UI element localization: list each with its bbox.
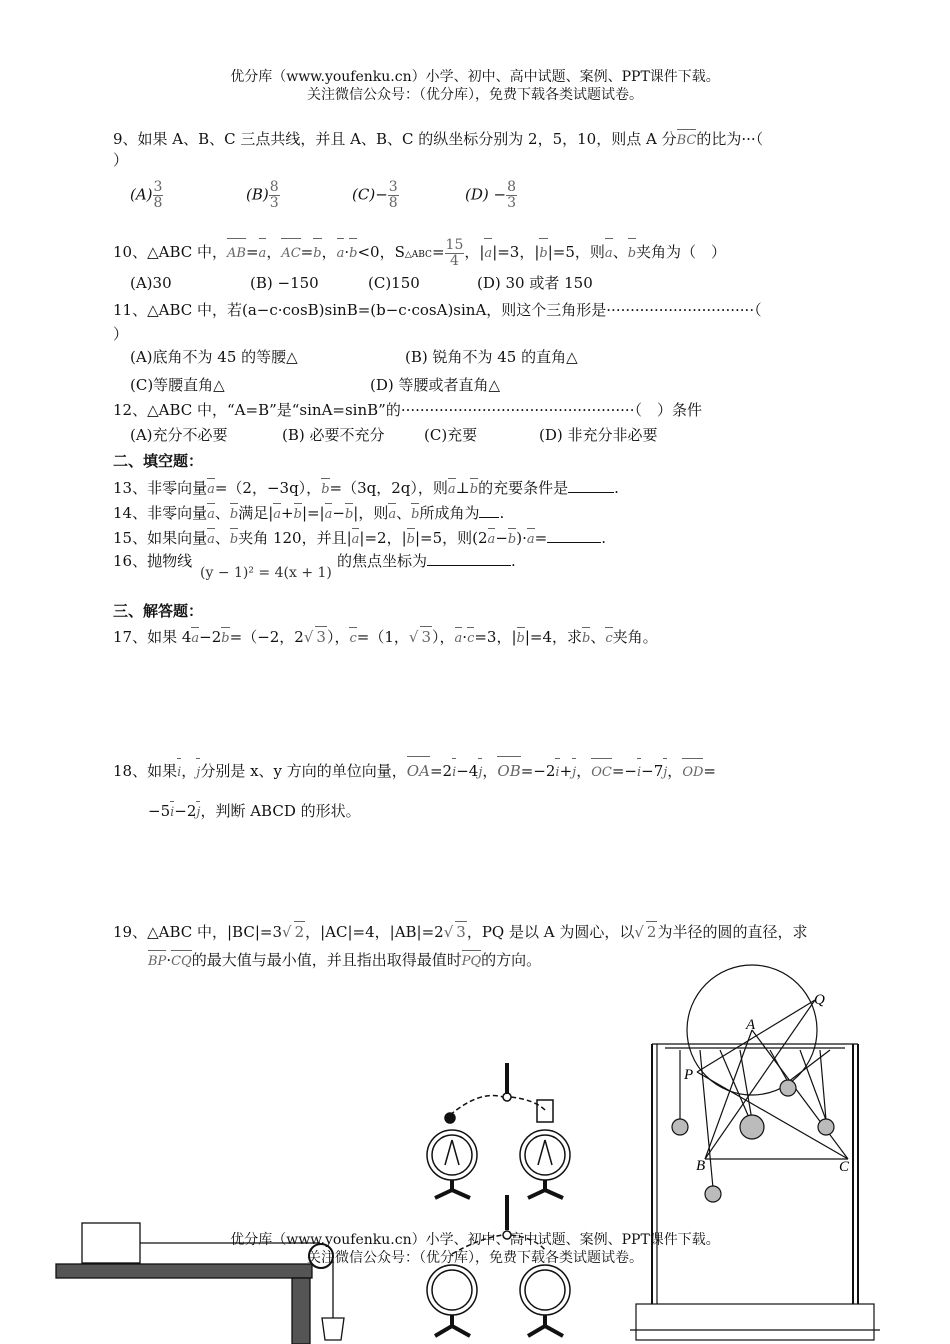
q10-option-d: (D) 30 或者 150 [477,274,593,292]
q12-option-d: (D) 非充分非必要 [539,426,658,444]
q11-option-b: (B) 锐角不为 45 的直角△ [405,348,578,366]
q10-option-c: (C)150 [368,274,420,292]
q11-option-d: (D) 等腰或者直角△ [370,376,501,394]
q10-stem: 10、△ABC 中，AB=a，AC=b，a·b<0，S△ABC= $\frac{15}{4}$ ，|a|=3，|b|=5，则a、b夹角为（ ） [113,234,726,269]
q9-stem: 9、如果 A、B、C 三点共线，并且 A、B、C 的纵坐标分别为 2，5，10，则点 A 分BC的比为···（ [113,125,763,151]
q12-option-c: (C)充要 [424,426,478,444]
label-q: Q [814,992,825,1008]
q17: 17、如果 4a−2b=（−2，2√ 3），c=（1，√ 3），a·c=3，|b|=4，求b、c夹角。 [113,623,658,649]
q11-stem: 11、△ABC 中，若(a−c·cosB)sinB=(b−c·cosA)sinA，则这个三角形是·······························（ [113,301,762,319]
q11-close: ） [113,325,129,343]
q12-stem: 12、△ABC 中，“A=B”是“sinA=sinB”的·················································（ ）条件 [113,401,702,419]
label-a: A [746,1017,756,1033]
q9-option-d: (D) − $\frac{8}{3}$ [465,179,517,211]
q18-line2: −5i−2j，判断 ABCD 的形状。 [148,797,361,823]
q9-close: ） [113,151,129,169]
q16-tail: 的焦点坐标为 . [337,552,516,570]
q10-option-a: (A)30 [130,274,172,292]
header-line-1: 优分库（www.youfenku.cn）小学、初中、高中试题、案例、PPT课件下载。 [230,69,720,85]
label-b: B [696,1158,706,1174]
q15: 15、如果向量a、b夹角 120，并且|a|=2，|b|=5，则(2a−b)·a= . [113,524,606,550]
q10-option-b: (B) −150 [250,274,319,292]
header-line-2: 关注微信公众号：（优分库），免费下载各类试题试卷。 [307,87,643,103]
q18-line1: 18、如果i，j分别是 x、y 方向的单位向量，OA=2i−4j，OB=−2i+j，OC=−i−7j，OD= [113,752,716,786]
footer-line-2: 关注微信公众号：（优分库），免费下载各类试题试卷。 [307,1250,643,1266]
q12-option-a: (A)充分不必要 [130,426,228,444]
q11-option-a: (A)底角不为 45 的等腰△ [130,348,298,366]
label-c: C [839,1159,850,1175]
section-solve-heading: 三、解答题： [113,602,204,620]
q11-option-c: (C)等腰直角△ [130,376,225,394]
q16-formula: (y − 1)² = 4(x + 1) [200,565,332,581]
q19-line2: BP·CQ的最大值与最小值，并且指出取得最值时PQ的方向。 [148,946,541,972]
q13: 13、非零向量a=（2，−3q），b=（3q，2q），则a⊥b的充要条件是 . [113,474,619,500]
label-p: P [684,1067,694,1083]
q9-option-b: (B) $\frac{8}{3}$ [246,179,279,211]
q9-option-c: (C)− $\frac{3}{8}$ [352,179,398,211]
vector-c: c [349,623,356,649]
vector-bc: BC [677,125,697,151]
dial-scales-figure [427,1063,570,1336]
q16: 16、抛物线 [113,552,193,570]
q19-line1: 19、△ABC 中，|BC|=3√ 2，|AC|=4，|AB|=2√ 3，PQ 是以 A 为圆心，以√ 2为半径的圆的直径，求 [113,923,808,941]
footer-line-1: 优分库（www.youfenku.cn）小学、初中、高中试题、案例、PPT课件下载。 [230,1232,720,1248]
q9-option-a: (A) $\frac{3}{8}$ [130,179,163,211]
section-fill-in-heading: 二、填空题： [113,452,204,470]
q14: 14、非零向量a、b满足|a+b|=|a−b|，则a、b所成角为 . [113,499,504,525]
q12-option-b: (B) 必要不充分 [282,426,385,444]
